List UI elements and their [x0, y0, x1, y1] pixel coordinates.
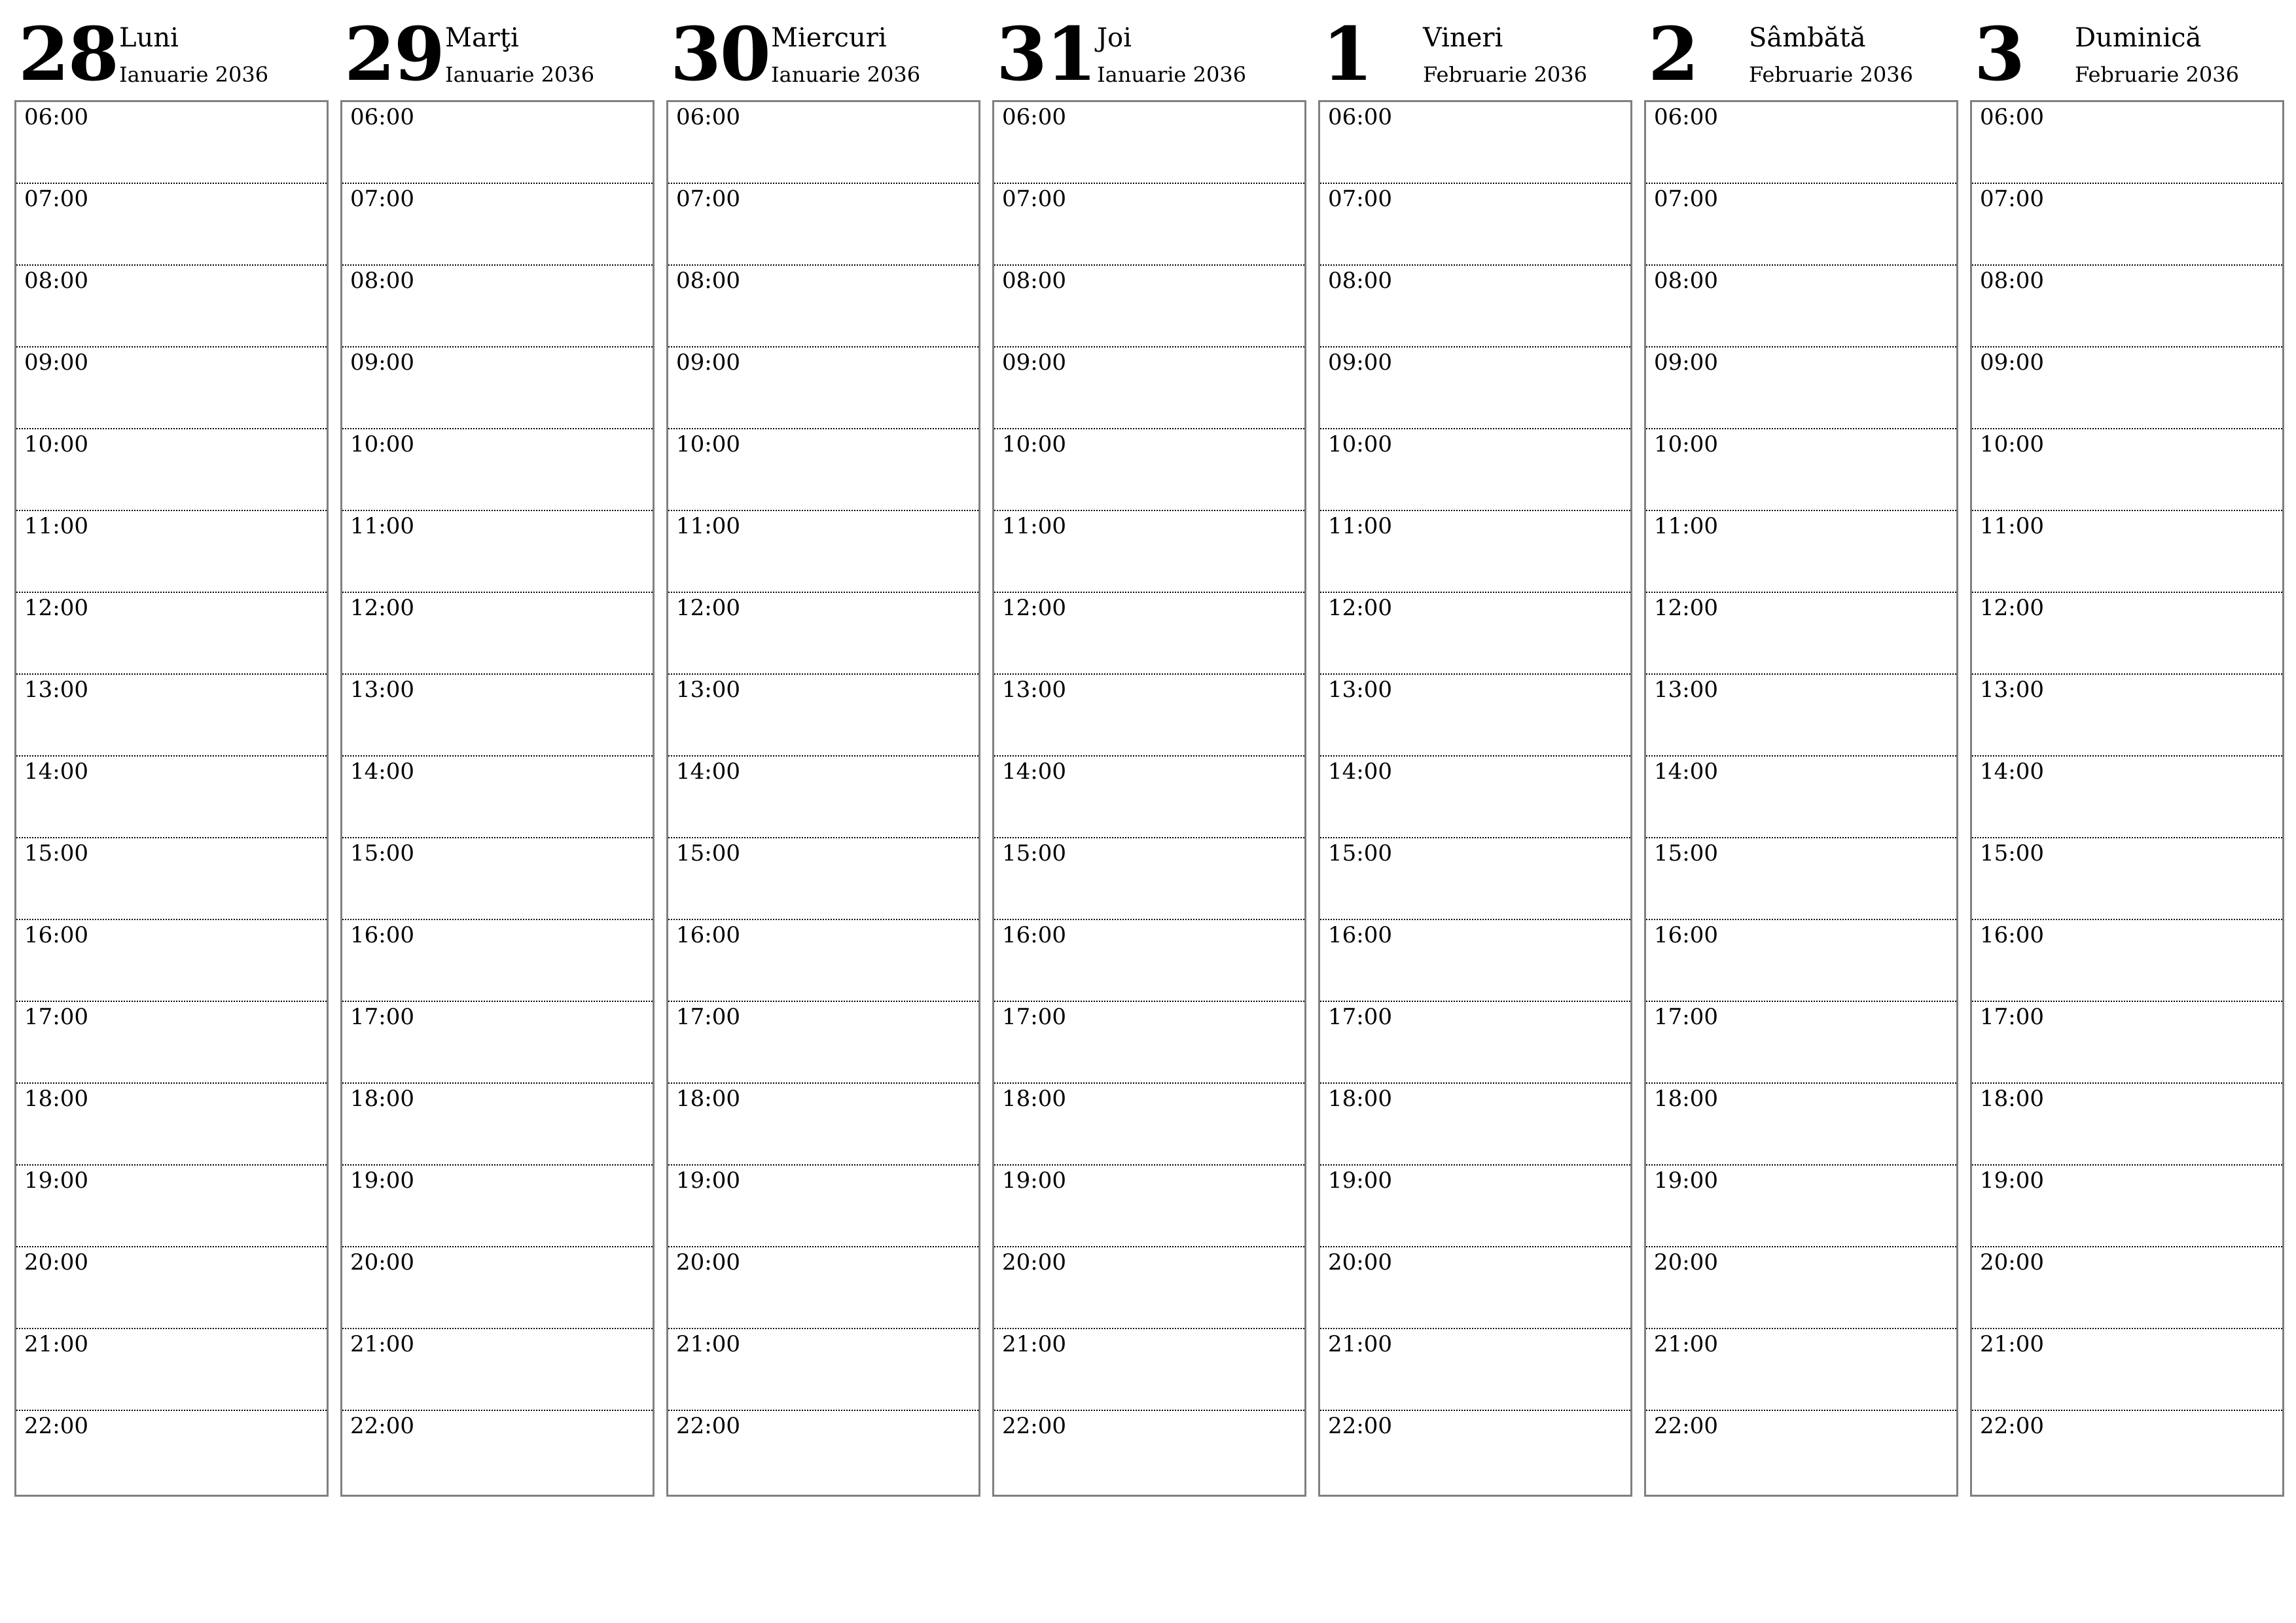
hour-slot[interactable]	[342, 1084, 653, 1166]
hour-slot[interactable]	[1646, 757, 1956, 838]
hour-slot[interactable]	[994, 1411, 1304, 1493]
hour-label: 21:00	[350, 1331, 414, 1357]
hour-label: 16:00	[1980, 922, 2044, 948]
hour-label: 07:00	[676, 186, 740, 212]
hour-slot[interactable]	[1972, 348, 2282, 429]
hour-label: 21:00	[1328, 1331, 1392, 1357]
hour-slot[interactable]	[16, 675, 327, 757]
hour-label: 18:00	[1654, 1086, 1718, 1112]
weekday-name: Miercuri	[771, 23, 887, 53]
hour-label: 18:00	[1980, 1086, 2044, 1112]
hour-label: 06:00	[676, 104, 740, 130]
hour-label: 14:00	[676, 758, 740, 785]
month-year-label: Februarie 2036	[1749, 62, 1913, 87]
hour-slot[interactable]	[1646, 348, 1956, 429]
weekday-name: Luni	[119, 23, 179, 53]
hour-label: 07:00	[1002, 186, 1066, 212]
hour-label: 18:00	[676, 1086, 740, 1112]
hour-slot[interactable]	[342, 838, 653, 920]
hour-slot[interactable]	[1320, 1411, 1630, 1493]
hour-slot[interactable]	[994, 593, 1304, 675]
day-column	[1970, 0, 2283, 1439]
hour-slot[interactable]	[1972, 1329, 2282, 1411]
hour-slot[interactable]	[1320, 102, 1630, 184]
hour-label: 10:00	[676, 431, 740, 457]
hour-label: 09:00	[350, 349, 414, 376]
hour-label: 17:00	[1002, 1004, 1066, 1030]
hour-label: 06:00	[1654, 104, 1718, 130]
day-header	[14, 0, 327, 100]
hour-slot[interactable]	[342, 348, 653, 429]
hour-label: 13:00	[1328, 677, 1392, 703]
hour-slot[interactable]	[1320, 1084, 1630, 1166]
hour-slot[interactable]	[16, 1084, 327, 1166]
hour-slot[interactable]	[994, 920, 1304, 1002]
hour-label: 10:00	[350, 431, 414, 457]
hour-slot[interactable]	[1972, 1002, 2282, 1084]
hour-label: 16:00	[1002, 922, 1066, 948]
hour-slot[interactable]	[1320, 266, 1630, 348]
hour-slot[interactable]	[342, 1329, 653, 1411]
hour-label: 14:00	[1328, 758, 1392, 785]
hour-label: 17:00	[1328, 1004, 1392, 1030]
hour-label: 20:00	[24, 1249, 88, 1275]
hour-slot[interactable]	[342, 593, 653, 675]
hour-slot[interactable]	[994, 511, 1304, 593]
hour-label: 16:00	[676, 922, 740, 948]
hour-label: 06:00	[350, 104, 414, 130]
hour-slot[interactable]	[994, 266, 1304, 348]
hour-slot[interactable]	[1320, 757, 1630, 838]
hour-slot[interactable]	[1972, 1166, 2282, 1247]
day-number: 31	[996, 12, 1096, 98]
hour-slot[interactable]	[668, 348, 978, 429]
hour-label: 19:00	[350, 1168, 414, 1194]
hour-label: 08:00	[1980, 268, 2044, 294]
hour-slot[interactable]	[1646, 266, 1956, 348]
hour-label: 19:00	[1980, 1168, 2044, 1194]
hour-slot[interactable]	[668, 593, 978, 675]
day-number: 29	[344, 12, 444, 98]
hour-label: 21:00	[1980, 1331, 2044, 1357]
hour-label: 15:00	[1980, 840, 2044, 866]
hour-slot[interactable]	[668, 757, 978, 838]
hour-label: 09:00	[676, 349, 740, 376]
hour-label: 22:00	[676, 1413, 740, 1439]
hour-slot[interactable]	[342, 920, 653, 1002]
hour-slot[interactable]	[342, 102, 653, 184]
hour-label: 12:00	[350, 595, 414, 621]
hour-slot[interactable]	[668, 102, 978, 184]
day-schedule-box	[14, 100, 329, 1497]
hour-slot[interactable]	[16, 429, 327, 511]
hour-label: 20:00	[1980, 1249, 2044, 1275]
day-number: 28	[18, 12, 118, 98]
hour-slot[interactable]	[16, 757, 327, 838]
hour-label: 21:00	[676, 1331, 740, 1357]
hour-label: 07:00	[350, 186, 414, 212]
hour-label: 14:00	[1002, 758, 1066, 785]
hour-slot[interactable]	[668, 920, 978, 1002]
hour-slot[interactable]	[994, 1084, 1304, 1166]
hour-label: 09:00	[1980, 349, 2044, 376]
hour-label: 11:00	[350, 513, 414, 539]
hour-slot[interactable]	[1320, 429, 1630, 511]
hour-slot[interactable]	[668, 429, 978, 511]
hour-label: 17:00	[24, 1004, 88, 1030]
hour-slot[interactable]	[1646, 1166, 1956, 1247]
hour-slot[interactable]	[1972, 511, 2282, 593]
hour-label: 06:00	[24, 104, 88, 130]
day-schedule-box	[666, 100, 980, 1497]
hour-label: 12:00	[676, 595, 740, 621]
hour-slot[interactable]	[1320, 1247, 1630, 1329]
month-year-label: Ianuarie 2036	[119, 62, 269, 87]
hour-slot[interactable]	[994, 675, 1304, 757]
hour-label: 21:00	[1002, 1331, 1066, 1357]
hour-slot[interactable]	[342, 1166, 653, 1247]
hour-slot[interactable]	[1972, 757, 2282, 838]
hour-slot[interactable]	[1646, 920, 1956, 1002]
hour-slot[interactable]	[1646, 1002, 1956, 1084]
hour-slot[interactable]	[1646, 102, 1956, 184]
hour-slot[interactable]	[342, 1411, 653, 1493]
day-header	[1970, 0, 2283, 100]
hour-label: 18:00	[350, 1086, 414, 1112]
hour-slot[interactable]	[16, 1247, 327, 1329]
month-year-label: Februarie 2036	[2075, 62, 2239, 87]
hour-slot[interactable]	[342, 429, 653, 511]
hour-slot[interactable]	[1320, 593, 1630, 675]
hour-slot[interactable]	[16, 920, 327, 1002]
hour-label: 06:00	[1980, 104, 2044, 130]
hour-slot[interactable]	[1972, 1084, 2282, 1166]
hour-label: 22:00	[350, 1413, 414, 1439]
hour-label: 13:00	[350, 677, 414, 703]
hour-slot[interactable]	[668, 511, 978, 593]
day-column	[340, 0, 653, 1439]
hour-slot[interactable]	[1646, 511, 1956, 593]
hour-label: 13:00	[1654, 677, 1718, 703]
hour-label: 17:00	[1980, 1004, 2044, 1030]
hour-slot[interactable]	[1646, 1247, 1956, 1329]
hour-label: 18:00	[24, 1086, 88, 1112]
hour-label: 07:00	[1654, 186, 1718, 212]
hour-label: 14:00	[24, 758, 88, 785]
hour-slot[interactable]	[994, 348, 1304, 429]
hour-slot[interactable]	[1646, 1411, 1956, 1493]
hour-slot[interactable]	[16, 1411, 327, 1493]
hour-label: 09:00	[24, 349, 88, 376]
month-year-label: Ianuarie 2036	[445, 62, 595, 87]
hour-label: 08:00	[24, 268, 88, 294]
hour-label: 12:00	[1328, 595, 1392, 621]
hour-slot[interactable]	[16, 838, 327, 920]
weekday-name: Duminică	[2075, 23, 2202, 53]
hour-slot[interactable]	[1646, 838, 1956, 920]
hour-label: 16:00	[1654, 922, 1718, 948]
hour-slot[interactable]	[994, 1247, 1304, 1329]
hour-label: 17:00	[1654, 1004, 1718, 1030]
hour-slot[interactable]	[668, 266, 978, 348]
hour-slot[interactable]	[1972, 102, 2282, 184]
hour-label: 08:00	[350, 268, 414, 294]
hour-slot[interactable]	[1320, 1002, 1630, 1084]
hour-slot[interactable]	[994, 184, 1304, 266]
day-number: 30	[670, 12, 770, 98]
hour-slot[interactable]	[342, 266, 653, 348]
hour-label: 12:00	[24, 595, 88, 621]
hour-slot[interactable]	[16, 102, 327, 184]
day-schedule-box	[992, 100, 1306, 1497]
hour-slot[interactable]	[668, 1247, 978, 1329]
hour-slot[interactable]	[994, 757, 1304, 838]
hour-slot[interactable]	[1972, 184, 2282, 266]
hour-slot[interactable]	[16, 1002, 327, 1084]
hour-label: 10:00	[1002, 431, 1066, 457]
hour-label: 16:00	[350, 922, 414, 948]
hour-slot[interactable]	[1646, 1329, 1956, 1411]
day-number: 1	[1322, 12, 1372, 98]
hour-slot[interactable]	[1320, 920, 1630, 1002]
hour-label: 09:00	[1002, 349, 1066, 376]
day-header	[340, 0, 653, 100]
hour-label: 22:00	[1980, 1413, 2044, 1439]
hour-slot[interactable]	[668, 1084, 978, 1166]
hour-label: 07:00	[1328, 186, 1392, 212]
hour-slot[interactable]	[1320, 675, 1630, 757]
hour-label: 11:00	[1654, 513, 1718, 539]
hour-slot[interactable]	[1972, 675, 2282, 757]
day-schedule-box	[1318, 100, 1632, 1497]
hour-slot[interactable]	[1972, 266, 2282, 348]
day-column	[992, 0, 1305, 1439]
hour-slot[interactable]	[668, 184, 978, 266]
hour-slot[interactable]	[1646, 675, 1956, 757]
day-header	[992, 0, 1305, 100]
day-column	[14, 0, 327, 1439]
hour-label: 15:00	[1002, 840, 1066, 866]
hour-label: 08:00	[1002, 268, 1066, 294]
weekday-name: Joi	[1097, 23, 1132, 53]
month-year-label: Ianuarie 2036	[771, 62, 921, 87]
hour-slot[interactable]	[1972, 429, 2282, 511]
hour-label: 19:00	[676, 1168, 740, 1194]
hour-label: 13:00	[1980, 677, 2044, 703]
hour-label: 17:00	[350, 1004, 414, 1030]
hour-slot[interactable]	[342, 675, 653, 757]
day-number: 2	[1648, 12, 1698, 98]
hour-label: 22:00	[24, 1413, 88, 1439]
hour-label: 22:00	[1328, 1413, 1392, 1439]
day-schedule-box	[340, 100, 655, 1497]
hour-slot[interactable]	[1972, 920, 2282, 1002]
day-number: 3	[1974, 12, 2024, 98]
hour-label: 19:00	[1002, 1168, 1066, 1194]
hour-label: 22:00	[1002, 1413, 1066, 1439]
hour-label: 13:00	[676, 677, 740, 703]
weekday-name: Vineri	[1423, 23, 1503, 53]
hour-slot[interactable]	[1972, 1247, 2282, 1329]
hour-label: 09:00	[1654, 349, 1718, 376]
hour-slot[interactable]	[994, 838, 1304, 920]
hour-label: 22:00	[1654, 1413, 1718, 1439]
day-header	[1644, 0, 1957, 100]
weekday-name: Marţi	[445, 23, 519, 53]
hour-slot[interactable]	[16, 184, 327, 266]
month-year-label: Ianuarie 2036	[1097, 62, 1247, 87]
hour-slot[interactable]	[342, 1002, 653, 1084]
hour-slot[interactable]	[1320, 1166, 1630, 1247]
hour-slot[interactable]	[1646, 184, 1956, 266]
hour-label: 15:00	[1654, 840, 1718, 866]
hour-label: 12:00	[1654, 595, 1718, 621]
hour-slot[interactable]	[668, 675, 978, 757]
hour-label: 20:00	[676, 1249, 740, 1275]
hour-label: 12:00	[1002, 595, 1066, 621]
hour-label: 12:00	[1980, 595, 2044, 621]
hour-slot[interactable]	[994, 1166, 1304, 1247]
hour-label: 09:00	[1328, 349, 1392, 376]
hour-label: 15:00	[24, 840, 88, 866]
hour-slot[interactable]	[1320, 348, 1630, 429]
hour-label: 18:00	[1328, 1086, 1392, 1112]
hour-slot[interactable]	[1320, 184, 1630, 266]
hour-slot[interactable]	[16, 593, 327, 675]
day-header	[1318, 0, 1631, 100]
hour-label: 06:00	[1328, 104, 1392, 130]
hour-label: 16:00	[1328, 922, 1392, 948]
hour-label: 13:00	[1002, 677, 1066, 703]
hour-label: 19:00	[24, 1168, 88, 1194]
day-schedule-box	[1644, 100, 1958, 1497]
hour-slot[interactable]	[1320, 1329, 1630, 1411]
hour-slot[interactable]	[342, 1247, 653, 1329]
hour-label: 18:00	[1002, 1086, 1066, 1112]
hour-label: 08:00	[676, 268, 740, 294]
hour-label: 21:00	[1654, 1331, 1718, 1357]
hour-label: 10:00	[1328, 431, 1392, 457]
hour-label: 14:00	[1980, 758, 2044, 785]
hour-slot[interactable]	[668, 1329, 978, 1411]
hour-slot[interactable]	[1646, 1084, 1956, 1166]
hour-slot[interactable]	[16, 266, 327, 348]
weekday-name: Sâmbătă	[1749, 23, 1866, 53]
hour-slot[interactable]	[994, 102, 1304, 184]
hour-label: 08:00	[1328, 268, 1392, 294]
hour-slot[interactable]	[1972, 1411, 2282, 1493]
hour-label: 10:00	[1980, 431, 2044, 457]
hour-label: 19:00	[1654, 1168, 1718, 1194]
hour-slot[interactable]	[16, 1166, 327, 1247]
day-column	[1318, 0, 1631, 1439]
hour-slot[interactable]	[342, 184, 653, 266]
hour-label: 15:00	[350, 840, 414, 866]
hour-label: 11:00	[1002, 513, 1066, 539]
day-header	[666, 0, 979, 100]
hour-slot[interactable]	[342, 511, 653, 593]
hour-slot[interactable]	[994, 429, 1304, 511]
hour-label: 06:00	[1002, 104, 1066, 130]
hour-label: 11:00	[1980, 513, 2044, 539]
hour-label: 15:00	[676, 840, 740, 866]
hour-label: 10:00	[24, 431, 88, 457]
hour-label: 11:00	[24, 513, 88, 539]
hour-slot[interactable]	[994, 1329, 1304, 1411]
hour-slot[interactable]	[994, 1002, 1304, 1084]
hour-label: 07:00	[24, 186, 88, 212]
hour-slot[interactable]	[1320, 511, 1630, 593]
hour-slot[interactable]	[342, 757, 653, 838]
hour-label: 14:00	[350, 758, 414, 785]
hour-label: 10:00	[1654, 431, 1718, 457]
hour-label: 08:00	[1654, 268, 1718, 294]
hour-slot[interactable]	[1646, 593, 1956, 675]
hour-slot[interactable]	[1646, 429, 1956, 511]
hour-slot[interactable]	[668, 1166, 978, 1247]
hour-label: 17:00	[676, 1004, 740, 1030]
hour-label: 20:00	[1328, 1249, 1392, 1275]
day-column	[666, 0, 979, 1439]
hour-label: 20:00	[1002, 1249, 1066, 1275]
hour-slot[interactable]	[668, 1411, 978, 1493]
hour-label: 07:00	[1980, 186, 2044, 212]
hour-slot[interactable]	[1320, 838, 1630, 920]
hour-slot[interactable]	[16, 1329, 327, 1411]
hour-slot[interactable]	[668, 838, 978, 920]
day-schedule-box	[1970, 100, 2284, 1497]
hour-label: 11:00	[676, 513, 740, 539]
hour-label: 11:00	[1328, 513, 1392, 539]
hour-slot[interactable]	[668, 1002, 978, 1084]
hour-label: 13:00	[24, 677, 88, 703]
hour-label: 14:00	[1654, 758, 1718, 785]
month-year-label: Februarie 2036	[1423, 62, 1587, 87]
hour-slot[interactable]	[1972, 593, 2282, 675]
hour-slot[interactable]	[16, 348, 327, 429]
hour-label: 21:00	[24, 1331, 88, 1357]
hour-label: 19:00	[1328, 1168, 1392, 1194]
hour-slot[interactable]	[1972, 838, 2282, 920]
hour-label: 16:00	[24, 922, 88, 948]
hour-label: 15:00	[1328, 840, 1392, 866]
hour-label: 20:00	[350, 1249, 414, 1275]
day-column	[1644, 0, 1957, 1439]
hour-slot[interactable]	[16, 511, 327, 593]
hour-label: 20:00	[1654, 1249, 1718, 1275]
